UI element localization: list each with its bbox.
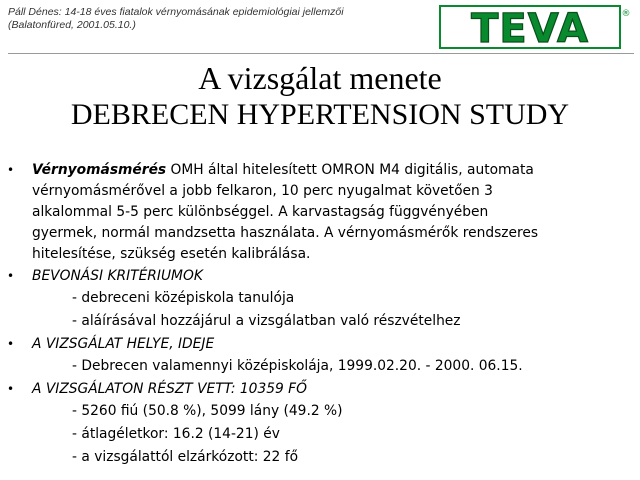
bullet-icon: •: [7, 269, 15, 283]
bullet-icon: •: [7, 382, 15, 396]
sub-item: - a vizsgálattól elzárkózott: 22 fő: [72, 449, 299, 465]
bullet-item-participants: [0, 378, 640, 400]
item-label: BEVONÁSI KRITÉRIUMOK: [32, 268, 203, 284]
presentation-note-line-1: Páll Dénes: 14-18 éves fiatalok vérnyomásának epidemiológiai jellemzői: [8, 6, 344, 18]
logo-registered-mark: ®: [621, 9, 631, 19]
teva-logo: [439, 4, 633, 50]
bullet-icon: •: [7, 337, 15, 351]
item-text: gyermek, normál mandzsetta használata. A vérnyomásmérők rendszeres: [32, 225, 539, 241]
item-text: vérnyomásmérővel a jobb felkaron, 10 perc nyugalmat követően 3: [32, 183, 493, 199]
presentation-note: [8, 6, 344, 32]
item-label: A VIZSGÁLATON RÉSZT VETT: 10359 FŐ: [32, 381, 307, 397]
bullet-item-location: [0, 333, 640, 355]
sub-item: - aláírásával hozzájárul a vizsgálatban való részvételhez: [72, 313, 461, 329]
logo-text: TEVA: [471, 6, 589, 50]
bullet-icon: •: [7, 163, 15, 177]
slide-content: [0, 160, 640, 469]
slide-subtitle: DEBRECEN HYPERTENSION STUDY: [70, 98, 570, 131]
sub-item: - debreceni középiskola tanulója: [72, 290, 295, 306]
item-label: A VIZSGÁLAT HELYE, IDEJE: [32, 336, 215, 352]
item-text: hitelesítése, szükség esetén kalibrálása.: [32, 246, 311, 262]
item-label: Vérnyomásmérés: [32, 162, 167, 178]
presentation-note-line-2: (Balatonfüred, 2001.05.10.): [8, 19, 136, 31]
bullet-item-inclusion: [0, 265, 640, 287]
sub-item: - Debrecen valamennyi középiskolája, 1999.02.20. - 2000. 06.15.: [72, 358, 523, 374]
sub-item: - átlagéletkor: 16.2 (14-21) év: [72, 426, 280, 442]
bullet-item-measurement: [0, 160, 640, 265]
slide-title: A vizsgálat menete: [198, 60, 442, 96]
item-text: alkalommal 5-5 perc különbséggel. A karvastagság függvényében: [32, 204, 489, 220]
header-divider: [8, 53, 634, 54]
sub-item: - 5260 fiú (50.8 %), 5099 lány (49.2 %): [72, 403, 343, 419]
item-text: OMH által hitelesített OMRON M4 digitális, automata: [166, 162, 534, 178]
